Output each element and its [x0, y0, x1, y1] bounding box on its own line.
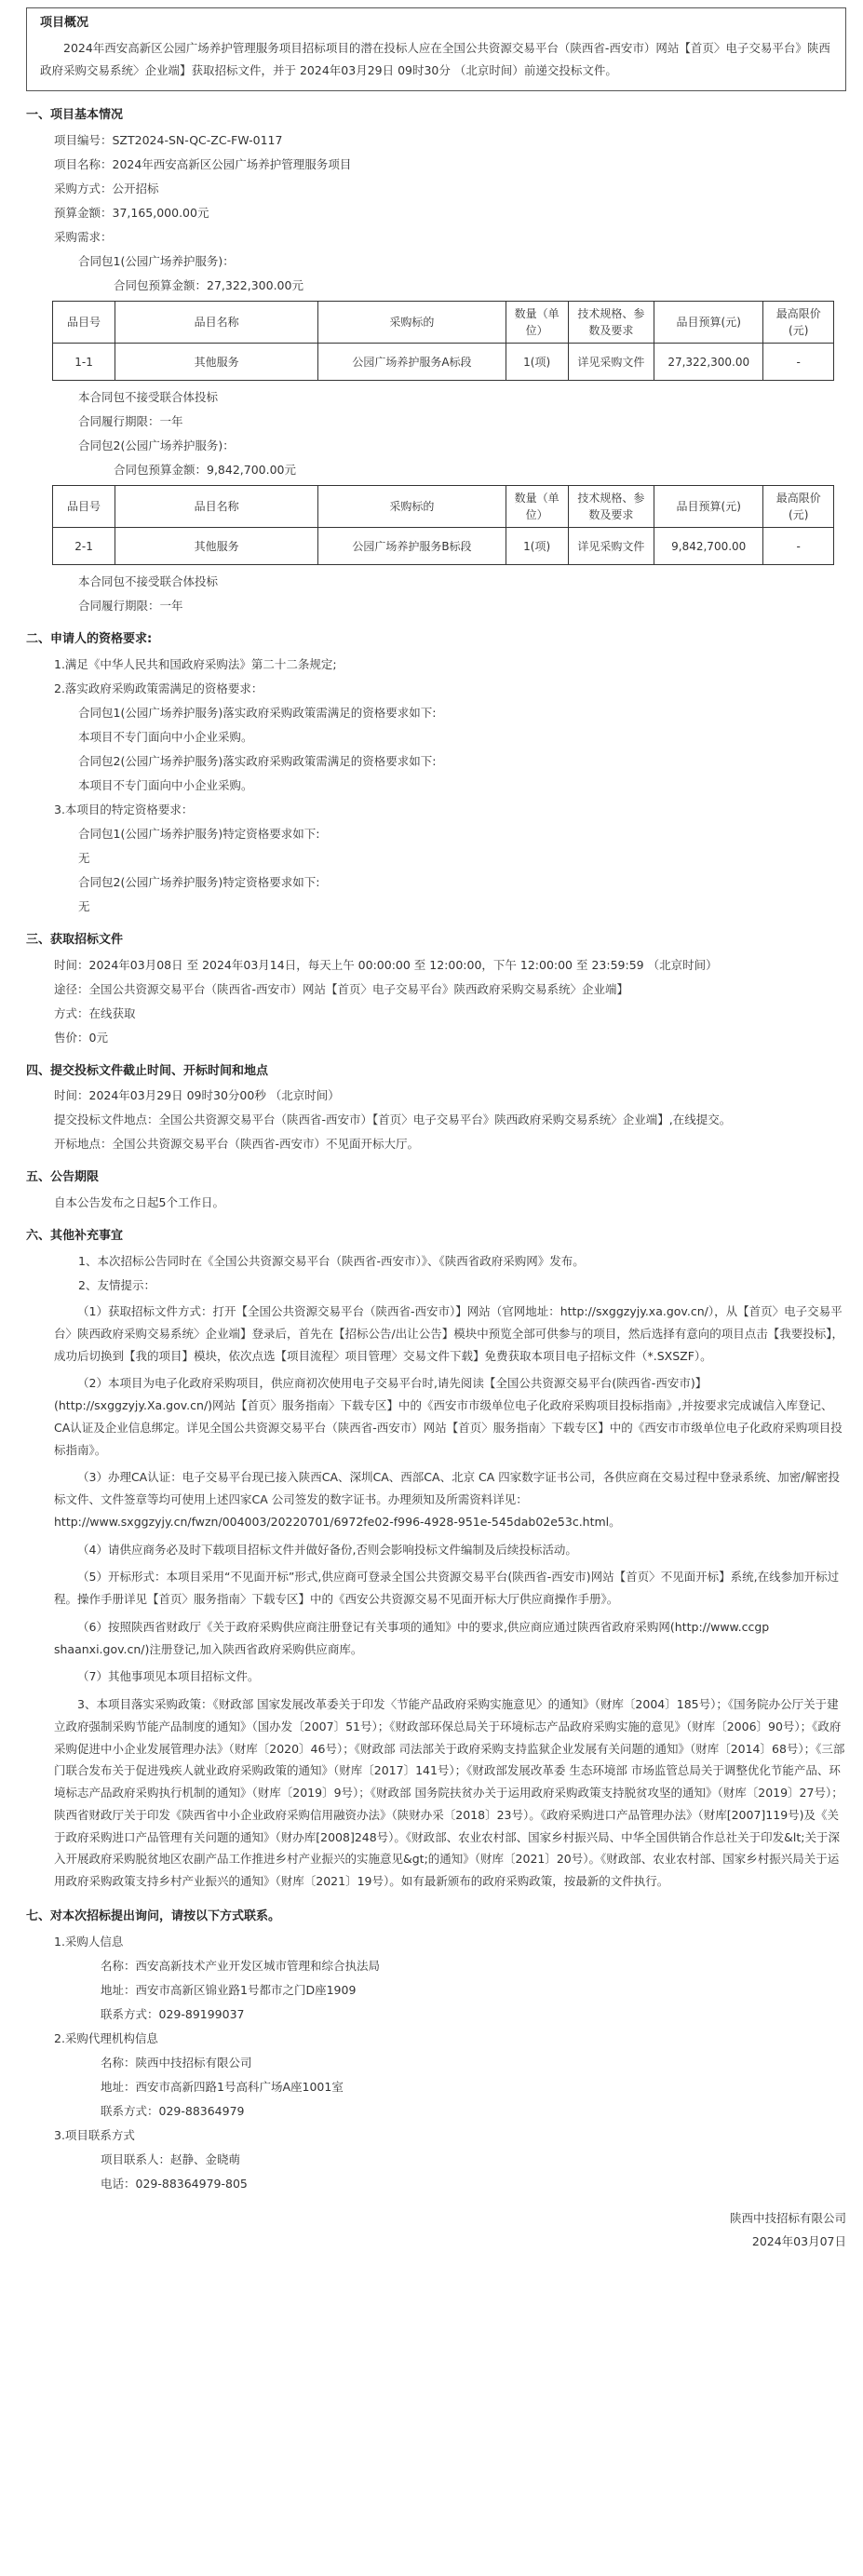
column-header: 品目预算(元)	[654, 486, 763, 528]
lot-budget: 合同包预算金额：9,842,700.00元	[114, 463, 296, 478]
lot-consortium: 本合同包不接受联合体投标	[78, 574, 219, 589]
table-header-row	[53, 302, 834, 344]
contact-item: 地址：西安市高新区锦业路1号都市之门D座1909	[101, 1982, 357, 1997]
deadline-item: 时间：2024年03月29日 09时30分00秒 （北京时间）	[54, 1088, 340, 1103]
column-header: 最高限价(元)	[763, 302, 834, 344]
contact-item: 项目联系人：赵静、金晓萌	[101, 2151, 241, 2166]
contact-item: 1.采购人信息	[54, 1934, 124, 1949]
procurement-needs: 采购需求：	[54, 230, 113, 245]
budget-amount: 预算金额：37,165,000.00元	[54, 206, 209, 221]
section-title: 三、获取招标文件	[26, 932, 124, 947]
table-row	[53, 528, 834, 565]
project-code: 项目编号：SZT2024-SN-QC-ZC-FW-0117	[54, 133, 283, 148]
obtain-item: 时间：2024年03月08日 至 2024年03月14日，每天上午 00:00:00 至 12:00:00，下午 12:00:00 至 23:59:59 （北京时间）	[54, 957, 718, 972]
supplementary-item: （5）开标形式：本项目采用“不见面开标”形式,供应商可登录全国公共资源交易平台(陕西省-西安市)网站【首页〉不见面开标】系统,在线参加开标过程。操作手册详见【首页〉服务指南〉下载专区】中的《西安公共资源交易不见面开标大厅供应商操作手册》。	[54, 1570, 840, 1607]
qualification-item: 无	[78, 850, 90, 865]
signature-block	[26, 2206, 846, 2253]
signature-date: 2024年03月07日	[751, 2233, 846, 2248]
obtain-item: 途径：全国公共资源交易平台（陕西省-西安市）网站【首页〉电子交易平台》陕西政府采购交易系统〉企业端】	[54, 981, 629, 996]
column-header: 品目名称	[115, 302, 318, 344]
section-title: 四、提交投标文件截止时间、开标时间和地点	[26, 1063, 269, 1078]
section-title: 二、申请人的资格要求:	[26, 632, 153, 647]
lot-title: 合同包1(公园广场养护服务)：	[78, 254, 235, 269]
overview-title: 项目概况	[40, 16, 89, 30]
deadline-item: 开标地点：全国公共资源交易平台（陕西省-西安市）不见面开标大厅。	[54, 1137, 420, 1152]
section-title: 七、对本次招标提出询问，请按以下方式联系。	[26, 1908, 281, 1923]
table-cell: 公园广场养护服务A标段	[318, 344, 506, 381]
supplementary-item: 3、本项目落实采购政策：《财政部 国家发展改革委关于印发〈节能产品政府采购实施意见〉的通知》（财库〔2004〕185号）；《国务院办公厅关于建立政府强制采购节能产品制度的通知》（国办发〔2007〕51号）；《财政部环保总局关于环境标志产品政府采购实施的意见》（财库〔2006〕90号）；《政府采购促进中小企业发展管理办法》（财库〔2020〕46号）；《财政部 司法部关于政府采购支持监狱企业发展有关问题的通知》（财库〔2014〕68号）；《三部门联合发布关于促进残疾人就业政府采购政策的通知》（财库〔2017〕141号）；《财政部发展改革委 生态环境部 市场监管总局关于调整优化节能产品、环境标志产品政府采购执行机制的通知》（财库〔2019〕9号）；《财政部 国务院扶贫办关于运用政府采购政策支持脱贫攻坚的通知》（财库〔2019〕27号）；陕西省财政厅关于印发《陕西省中小企业政府采购信用融资办法》（陕财办采〔2018〕23号）。《政府采购进口产品管理办法》（财库[2007]119号)及《关于政府采购进口产品管理有关问题的通知》（财办库[2008]248号）。《财政部、农业农村部、国家乡村振兴局、中华全国供销合作总社关于印发&lt;关于深入开展政府采购脱贫地区农副产品工作推进乡村产业振兴的实施意见&gt;的通知》（财库〔2021〕20号）。《财政部、农业农村部、国家乡村振兴局关于运用政府采购政策支持乡村产业振兴的通知》（财库〔2021〕19号）。如有最新颁布的政府采购政策，按最新的文件执行。	[54, 1697, 845, 1889]
supplementary-item: （3）办理CA认证：电子交易平台现已接入陕西CA、深圳CA、西部CA、北京 CA 四家数字证书公司，各供应商在交易过程中登录系统、加密/解密投标文件、文件签章等均可使用上述四家CA 公司签发的数字证书。办理须知及所需资料详见：http://www.sxggzyjy.cn/fwzn/004003/20220701/6972fe02-f996-4928-951e-545dab02e53c.html。	[54, 1470, 841, 1529]
procurement-method: 采购方式：公开招标	[54, 182, 159, 196]
section-supplementary	[26, 1227, 846, 1893]
table-cell: 27,322,300.00	[654, 344, 763, 381]
lot-table	[52, 485, 834, 565]
signature-org: 陕西中技招标有限公司	[729, 2210, 846, 2225]
column-header: 品目预算(元)	[654, 302, 763, 344]
contact-item: 名称：西安高新技术产业开发区城市管理和综合执法局	[101, 1958, 381, 1973]
section-title: 六、其他补充事宜	[26, 1229, 124, 1244]
section-contacts	[26, 1908, 846, 2193]
section-deadline	[26, 1062, 846, 1154]
lot-consortium: 本合同包不接受联合体投标	[78, 390, 219, 405]
column-header: 品目号	[53, 486, 115, 528]
obtain-documents-list	[26, 956, 846, 1047]
qualification-item: 合同包2(公园广场养护服务)落实政府采购政策需满足的资格要求如下:	[78, 753, 437, 768]
table-cell: 详见采购文件	[568, 344, 654, 381]
overview-text: 2024年西安高新区公园广场养护管理服务项目招标项目的潜在投标人应在全国公共资源交易平台（陕西省-西安市）网站【首页〉电子交易平台》陕西政府采购交易系统〉企业端】获取招标文件，并于 2024年03月29日 09时30分 （北京时间）前递交投标文件。	[40, 40, 830, 77]
section-title: 一、项目基本情况	[26, 108, 124, 123]
supplementary-item: （6）按照陕西省财政厅《关于政府采购供应商注册登记有关事项的通知》中的要求,供应商应通过陕西省政府采购网(http://www.ccgp shaanxi.gov.cn/)注册登记,加入陕西省政府采购供应商库。	[54, 1619, 770, 1656]
lot-budget: 合同包预算金额：27,322,300.00元	[114, 278, 303, 293]
table-header-row	[53, 486, 834, 528]
supplementary-item: （7）其他事项见本项目招标文件。	[77, 1669, 260, 1684]
column-header: 最高限价(元)	[763, 486, 834, 528]
column-header: 品目号	[53, 302, 115, 344]
obtain-item: 售价：0元	[54, 1030, 108, 1045]
contact-item: 地址：西安市高新四路1号高科广场A座1001室	[101, 2079, 344, 2094]
deadline-list	[26, 1086, 846, 1153]
contact-item: 电话：029-88364979-805	[101, 2176, 248, 2191]
table-cell: 其他服务	[115, 528, 318, 565]
section-title: 五、公告期限	[26, 1170, 100, 1185]
qualification-item: 无	[78, 898, 90, 913]
column-header: 品目名称	[115, 486, 318, 528]
contact-item: 联系方式：029-88364979	[101, 2103, 245, 2118]
project-name: 项目名称：2024年西安高新区公园广场养护管理服务项目	[54, 157, 352, 172]
qualification-item: 合同包1(公园广场养护服务)落实政府采购政策需满足的资格要求如下:	[78, 705, 437, 720]
supplementary-item: （2）本项目为电子化政府采购项目，供应商初次使用电子交易平台时,请先阅读【全国公共资源交易平台(陕西省-西安市)】(http://sxggzyjy.Xa.gov.cn/)网站【首页〉服务指南〉下载专区】中的《西安市市级单位电子化政府采购项目投标指南》,并按要求完成诚信入库登记、CA认证及企业信息绑定。详见全国公共资源交易平台（陕西省-西安市）网站【首页〉服务指南〉下载专区】中的《西安市市级单位电子化政府采购项目投标指南》。	[54, 1376, 843, 1457]
lot-title: 合同包2(公园广场养护服务)：	[78, 438, 235, 453]
table-cell: 1(项)	[506, 528, 568, 565]
qualification-item: 合同包1(公园广场养护服务)特定资格要求如下:	[78, 826, 320, 841]
table-cell: -	[763, 344, 834, 381]
qualification-item: 本项目不专门面向中小企业采购。	[78, 729, 253, 744]
column-header: 技术规格、参数及要求	[568, 302, 654, 344]
contact-item: 2.采购代理机构信息	[54, 2030, 158, 2045]
supplementary-item: 1、本次招标公告同时在《全国公共资源交易平台（陕西省-西安市）》、《陕西省政府采购网》发布。	[78, 1254, 585, 1269]
section-obtain-documents	[26, 931, 846, 1047]
contact-item: 3.项目联系方式	[54, 2127, 135, 2142]
contacts-list	[26, 1933, 846, 2193]
column-header: 技术规格、参数及要求	[568, 486, 654, 528]
table-cell: -	[763, 528, 834, 565]
section-notice-period	[26, 1168, 846, 1212]
table-cell: 9,842,700.00	[654, 528, 763, 565]
table-row	[53, 344, 834, 381]
project-overview-box	[26, 7, 846, 91]
deadline-item: 提交投标文件地点：全国公共资源交易平台（陕西省-西安市）【首页〉电子交易平台》陕西政府采购交易系统〉企业端】,在线提交。	[54, 1113, 732, 1127]
lot-period: 合同履行期限：一年	[78, 599, 183, 614]
contact-item: 名称：陕西中技招标有限公司	[101, 2055, 252, 2070]
column-header: 采购标的	[318, 302, 506, 344]
table-cell: 2-1	[53, 528, 115, 565]
qualification-item: 1.满足《中华人民共和国政府采购法》第二十二条规定;	[54, 656, 337, 671]
contract-packages	[26, 252, 846, 615]
section-basic-info	[26, 106, 846, 615]
table-cell: 其他服务	[115, 344, 318, 381]
supplementary-item: （4）请供应商务必及时下载项目招标文件并做好备份,否则会影响投标文件编制及后续投标活动。	[77, 1542, 577, 1557]
lot-table	[52, 301, 834, 381]
column-header: 数量（单位）	[506, 302, 568, 344]
qualification-item: 3.本项目的特定资格要求：	[54, 802, 194, 816]
column-header: 采购标的	[318, 486, 506, 528]
qualification-item: 2.落实政府采购政策需满足的资格要求：	[54, 681, 263, 695]
supplementary-item: （1）获取招标文件方式：打开【全国公共资源交易平台（陕西省-西安市）】网站（官网地址：http://sxggzyjy.xa.gov.cn/），从【首页〉电子交易平台〉陕西政府采购交易系统〉企业端】登录后，首先在【招标公告/出让公告】模块中预览全部可供参与的项目，然后选择有意向的项目点击【我要投标】，成功后切换到【我的项目】模块，依次点选【项目流程〉项目管理〉交易文件下载】免费获取本项目电子招标文件（*.SXSZF）。	[54, 1304, 843, 1363]
qualification-item: 本项目不专门面向中小企业采购。	[78, 777, 253, 792]
supplementary-item: 2、友情提示：	[78, 1278, 155, 1293]
qualification-list	[26, 655, 846, 916]
column-header: 数量（单位）	[506, 486, 568, 528]
table-cell: 1(项)	[506, 344, 568, 381]
lot-period: 合同履行期限：一年	[78, 414, 183, 429]
notice-period-text: 自本公告发布之日起5个工作日。	[54, 1195, 224, 1210]
contact-item: 联系方式：029-89199037	[101, 2006, 245, 2021]
section-qualifications	[26, 630, 846, 916]
table-cell: 详见采购文件	[568, 528, 654, 565]
obtain-item: 方式：在线获取	[54, 1005, 136, 1020]
qualification-item: 合同包2(公园广场养护服务)特定资格要求如下:	[78, 874, 320, 889]
supplementary-list	[26, 1252, 846, 1893]
table-cell: 公园广场养护服务B标段	[318, 528, 506, 565]
table-cell: 1-1	[53, 344, 115, 381]
